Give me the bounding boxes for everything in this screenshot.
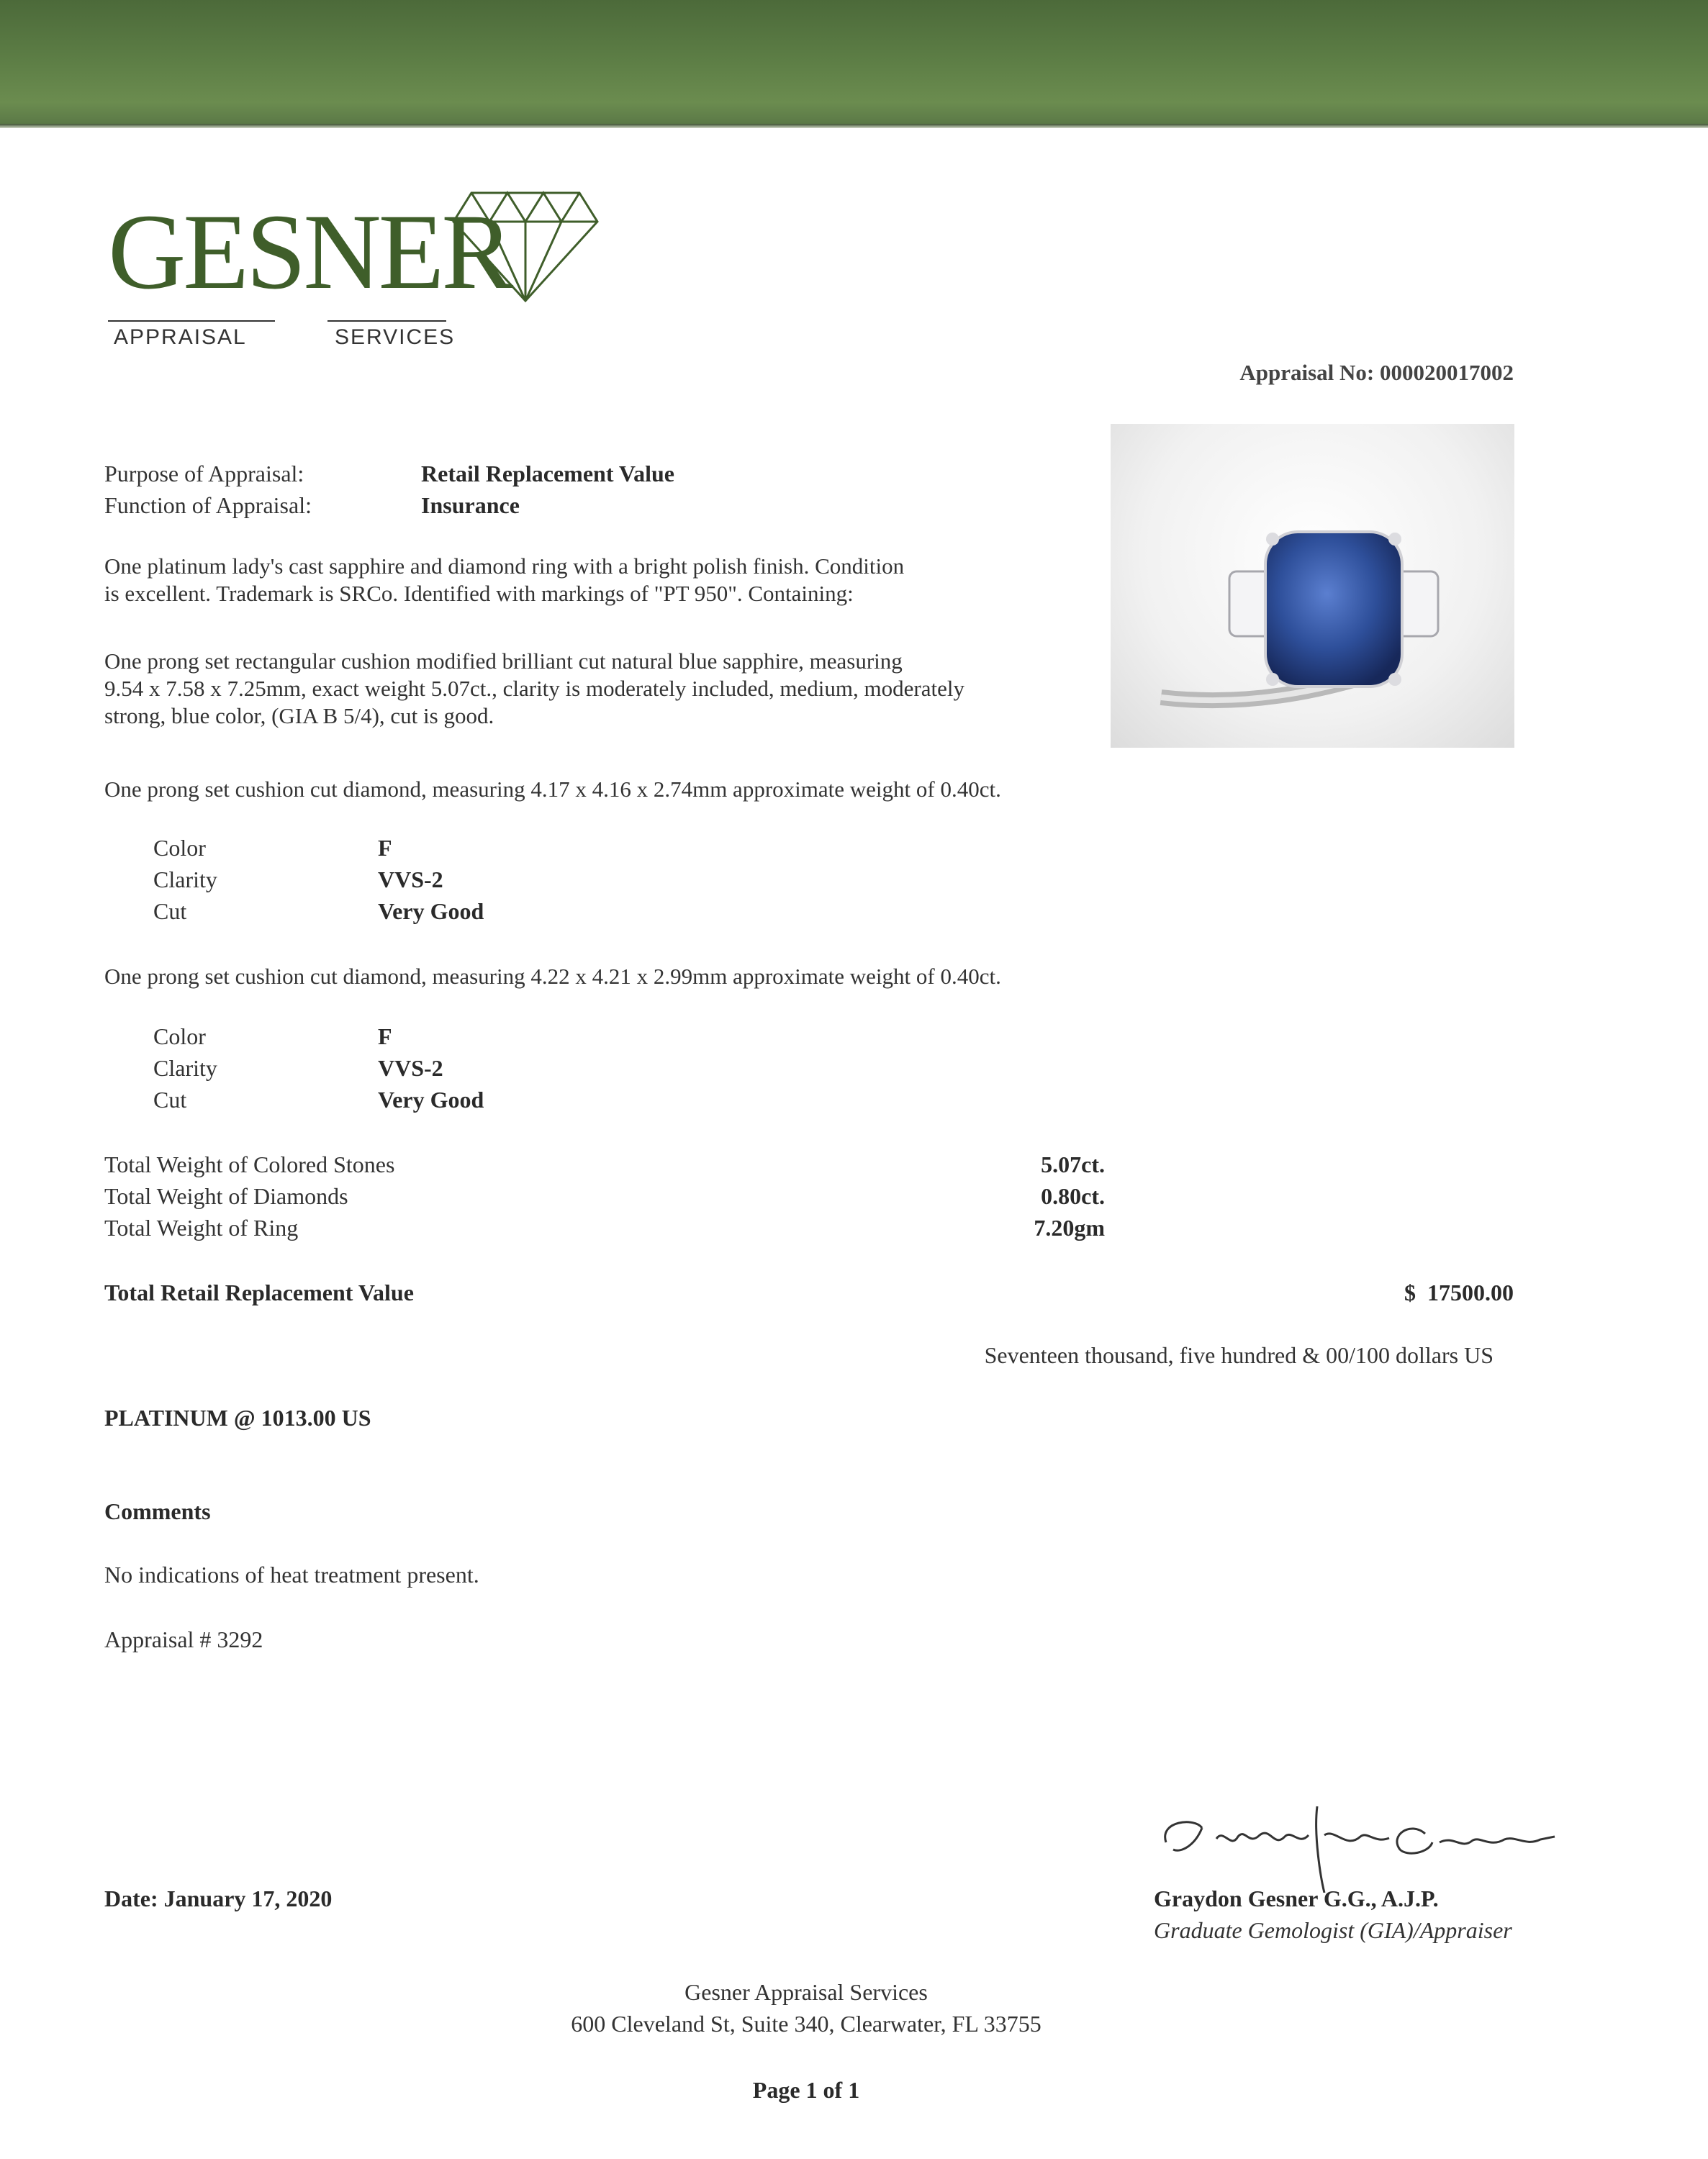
purpose-label: Purpose of Appraisal: [104, 461, 304, 486]
total-diamonds-value: 0.80ct. [1041, 1183, 1105, 1209]
ring-photo [1111, 424, 1514, 748]
sapphire-line: 9.54 x 7.58 x 7.25mm, exact weight 5.07ct., clarity is moderately included, medium, moderately [104, 676, 964, 701]
appraisal-reference: Appraisal # 3292 [104, 1626, 263, 1652]
description-line: is excellent. Trademark is SRCo. Identified with markings of "PT 950". Containing: [104, 581, 854, 606]
ring-image [1111, 424, 1514, 748]
total-ring-value: 7.20gm [1034, 1215, 1105, 1241]
sapphire-line: One prong set rectangular cushion modified brilliant cut natural blue sapphire, measuring [104, 648, 903, 674]
diamond1-text: One prong set cushion cut diamond, measuring 4.17 x 4.16 x 2.74mm approximate weight of 0.40ct. [104, 777, 1001, 802]
diamond1-color-label: Color [153, 835, 206, 861]
total-colored-stones-value: 5.07ct. [1041, 1151, 1105, 1177]
page-number: Page 1 of 1 [752, 2077, 860, 2103]
diamond1-color-value: F [378, 835, 392, 861]
gesner-logo [108, 180, 612, 360]
diamond2-cut-value: Very Good [378, 1087, 484, 1113]
logo-wordmark: GESNER [108, 192, 511, 312]
diamond2-clarity-value: VVS-2 [378, 1055, 443, 1081]
comments-heading: Comments [104, 1498, 211, 1524]
function-label: Function of Appraisal: [104, 492, 312, 518]
description-paragraph [104, 553, 904, 607]
top-scan-band-edge [0, 124, 1708, 128]
top-scan-band [0, 0, 1708, 128]
diamond2-color-label: Color [153, 1023, 206, 1049]
total-value-label: Total Retail Replacement Value [104, 1280, 414, 1305]
handwritten-signature [1152, 1785, 1569, 1893]
diamond1-clarity-label: Clarity [153, 866, 217, 892]
sapphire-paragraph [104, 648, 964, 730]
total-diamonds-label: Total Weight of Diamonds [104, 1183, 348, 1209]
platinum-price: PLATINUM @ 1013.00 US [104, 1405, 371, 1431]
appraiser-title: Graduate Gemologist (GIA)/Appraiser [1154, 1917, 1512, 1943]
appraisal-date: Date: January 17, 2020 [104, 1886, 333, 1911]
comments-text: No indications of heat treatment present. [104, 1562, 479, 1588]
footer-address: 600 Cleveland St, Suite 340, Clearwater, FL 33755 [571, 2011, 1041, 2037]
total-value-amount: $ 17500.00 [1404, 1280, 1514, 1305]
description-line: One platinum lady's cast sapphire and diamond ring with a bright polish finish. Condition [104, 553, 905, 579]
footer-company: Gesner Appraisal Services [684, 1979, 928, 2005]
appraisal-number: Appraisal No: 000020017002 [1239, 360, 1514, 385]
sapphire-line: strong, blue color, (GIA B 5/4), cut is good. [104, 703, 494, 728]
diamond2-clarity-label: Clarity [153, 1055, 217, 1081]
diamond1-cut-label: Cut [153, 898, 187, 924]
total-colored-stones-label: Total Weight of Colored Stones [104, 1151, 395, 1177]
logo-sub-left: APPRAISAL [114, 325, 247, 349]
center-sapphire [1265, 532, 1402, 687]
amount-in-words: Seventeen thousand, five hundred & 00/100 dollars US [984, 1342, 1494, 1368]
diamond2-cut-label: Cut [153, 1087, 187, 1113]
appraiser-name: Graydon Gesner G.G., A.J.P. [1154, 1886, 1439, 1911]
total-ring-label: Total Weight of Ring [104, 1215, 299, 1241]
diamond1-clarity-value: VVS-2 [378, 866, 443, 892]
diamond2-text: One prong set cushion cut diamond, measuring 4.22 x 4.21 x 2.99mm approximate weight of 0.40ct. [104, 964, 1001, 989]
logo-sub-right: SERVICES [335, 325, 456, 349]
diamond2-color-value: F [378, 1023, 392, 1049]
function-value: Insurance [421, 492, 520, 518]
diamond1-cut-value: Very Good [378, 898, 484, 924]
purpose-value: Retail Replacement Value [421, 461, 674, 486]
